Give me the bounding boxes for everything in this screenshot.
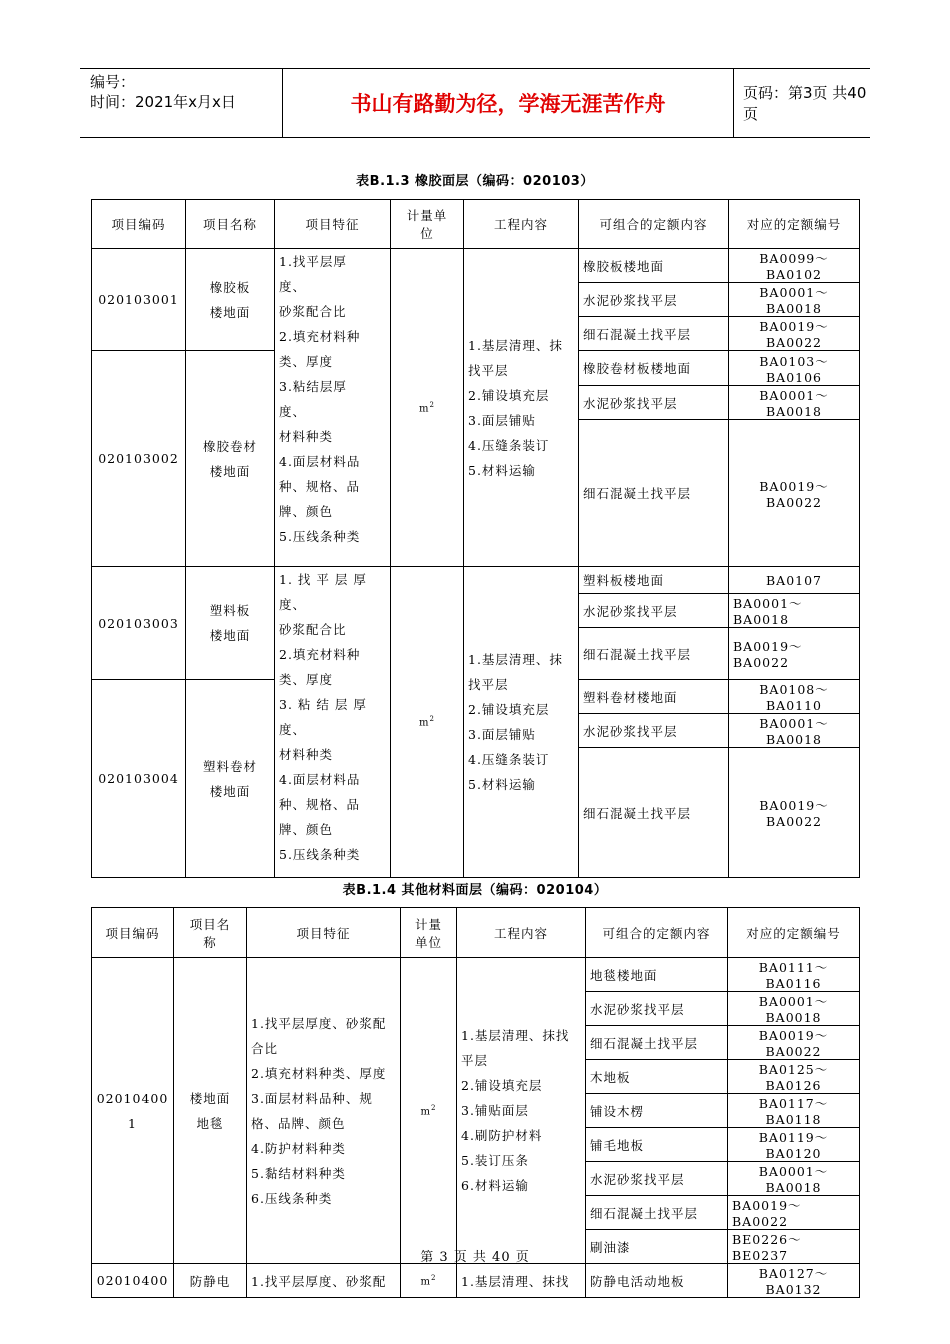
quota-name: 水泥砂浆找平层	[586, 1162, 728, 1196]
quota-code: BA0111～BA0116	[728, 958, 860, 992]
item-code: 020103003	[92, 567, 186, 680]
quota-name: 细石混凝土找平层	[579, 420, 729, 567]
quota-code: BA0127～BA0132	[728, 1264, 860, 1298]
number-label: 编号：	[90, 73, 136, 91]
col-header: 项目编码	[92, 200, 186, 249]
item-name: 橡胶板 楼地面	[186, 249, 275, 351]
header-page	[733, 69, 870, 137]
col-header: 项目名称	[174, 908, 247, 958]
col-header: 工程内容	[457, 908, 586, 958]
item-features: 1.找平层厚 度、 砂浆配合比 2.填充材料种 类、厚度 3.粘结层厚 度、 材料种类 4.面层材料品 种、规格、品 牌、颜色 5.压线条种类	[275, 249, 391, 567]
item-name: 橡胶卷材 楼地面	[186, 351, 275, 567]
quota-code: BE0226～BE0237	[728, 1230, 860, 1264]
quota-name: 塑料板楼地面	[579, 567, 729, 594]
table1-header-row	[92, 200, 860, 249]
page-footer: 第 3 页 共 40 页	[420, 1250, 530, 1265]
quota-name: 细石混凝土找平层	[586, 1196, 728, 1230]
quota-name: 橡胶卷材板楼地面	[579, 351, 729, 386]
quota-name: 水泥砂浆找平层	[586, 992, 728, 1026]
quota-code: BA0125～BA0126	[728, 1060, 860, 1094]
quota-name: 橡胶板楼地面	[579, 249, 729, 283]
col-header: 项目特征	[247, 908, 401, 958]
item-unit: $m^2$	[401, 958, 457, 1264]
quota-code: BA0001～BA0018	[729, 594, 860, 628]
item-work: 1.基层清理、抹找 平层 2.铺设填充层 3.铺贴面层 4.刷防护材料 5.装订压条 6.材料运输	[457, 958, 586, 1264]
quota-code: BA0019～BA0022	[729, 420, 860, 567]
document-header	[80, 68, 870, 138]
quota-code: BA0019～BA0022	[728, 1196, 860, 1230]
quota-name: 地毯楼地面	[586, 958, 728, 992]
table-row	[92, 567, 860, 594]
quota-name: 铺设木楞	[586, 1094, 728, 1128]
col-header: 可组合的定额内容	[579, 200, 729, 249]
header-meta	[80, 69, 282, 137]
quota-code: BA0103～BA0106	[729, 351, 860, 386]
quota-code: BA0117～BA0118	[728, 1094, 860, 1128]
quota-name: 细石混凝土找平层	[579, 317, 729, 351]
quota-name: 塑料卷材楼地面	[579, 680, 729, 714]
quota-code: BA0019～BA0022	[729, 628, 860, 680]
quota-code: BA0108～BA0110	[729, 680, 860, 714]
quota-name: 水泥砂浆找平层	[579, 283, 729, 317]
time-label: 时间：2021年x月x日	[90, 93, 236, 111]
col-header: 工程内容	[464, 200, 579, 249]
quota-code: BA0019～BA0022	[728, 1026, 860, 1060]
col-header: 可组合的定额内容	[586, 908, 728, 958]
quota-name: 水泥砂浆找平层	[579, 714, 729, 748]
col-header: 项目特征	[275, 200, 391, 249]
item-work: 1.基层清理、抹 找平层 2.铺设填充层 3.面层铺贴 4.压缝条装订 5.材料运输	[464, 249, 579, 567]
item-features: 1. 找 平 层 厚 度、 砂浆配合比 2.填充材料种 类、厚度 3. 粘 结 层 厚 度、 材料种类 4.面层材料品 种、规格、品 牌、颜色 5.压线条种类	[275, 567, 391, 878]
quota-name: 铺毛地板	[586, 1128, 728, 1162]
item-unit: $m^2$	[391, 249, 464, 567]
item-name: 楼地面 地毯	[174, 958, 247, 1264]
col-header: 项目编码	[92, 908, 174, 958]
item-unit: $m^2$	[401, 1264, 457, 1298]
col-header: 计量单位	[401, 908, 457, 958]
table-rubber-surface	[91, 199, 860, 878]
table1-caption: 表B.1.3 橡胶面层（编码：020103）	[356, 174, 594, 189]
col-header: 对应的定额编号	[729, 200, 860, 249]
item-name: 塑料卷材 楼地面	[186, 680, 275, 878]
quota-code: BA0119～BA0120	[728, 1128, 860, 1162]
table-other-surface	[91, 907, 860, 1298]
item-code: 02010400	[92, 1264, 174, 1298]
table-row	[92, 958, 860, 992]
item-name: 塑料板 楼地面	[186, 567, 275, 680]
item-code: 020103001	[92, 249, 186, 351]
quota-code: BA0001～BA0018	[728, 1162, 860, 1196]
quota-name: 水泥砂浆找平层	[579, 386, 729, 420]
quota-code: BA0099～BA0102	[729, 249, 860, 283]
item-name: 防静电	[174, 1264, 247, 1298]
quota-code: BA0019～BA0022	[729, 748, 860, 878]
item-features: 1.找平层厚度、砂浆配 合比 2.填充材料种类、厚度 3.面层材料品种、规 格、品牌、颜色 4.防护材料种类 5.黏结材料种类 6.压线条种类	[247, 958, 401, 1264]
item-features: 1.找平层厚度、砂浆配	[247, 1264, 401, 1298]
quota-name: 细石混凝土找平层	[586, 1026, 728, 1060]
quota-code: BA0001～BA0018	[728, 992, 860, 1026]
quota-name: 水泥砂浆找平层	[579, 594, 729, 628]
quota-code: BA0001～BA0018	[729, 714, 860, 748]
quota-name: 细石混凝土找平层	[579, 628, 729, 680]
quota-name: 防静电活动地板	[586, 1264, 728, 1298]
item-work: 1.基层清理、抹找	[457, 1264, 586, 1298]
table-row	[92, 249, 860, 283]
quota-name: 木地板	[586, 1060, 728, 1094]
item-code: 020103002	[92, 351, 186, 567]
quota-name: 细石混凝土找平层	[579, 748, 729, 878]
quota-code: BA0019～BA0022	[729, 317, 860, 351]
col-header: 计量单位	[391, 200, 464, 249]
col-header: 对应的定额编号	[728, 908, 860, 958]
header-motto: 书山有路勤为径，学海无涯苦作舟	[282, 69, 734, 137]
quota-code: BA0001～BA0018	[729, 283, 860, 317]
item-code: 02010400 1	[92, 958, 174, 1264]
table2-header-row	[92, 908, 860, 958]
page-label: 页码：第3页 共40页	[743, 84, 867, 123]
item-code: 020103004	[92, 680, 186, 878]
item-work: 1.基层清理、抹 找平层 2.铺设填充层 3.面层铺贴 4.压缝条装订 5.材料运输	[464, 567, 579, 878]
table-row	[92, 1264, 860, 1298]
quota-code: BA0001～BA0018	[729, 386, 860, 420]
table2-caption: 表B.1.4 其他材料面层（编码：020104）	[342, 883, 608, 898]
quota-name: 刷油漆	[586, 1230, 728, 1264]
col-header: 项目名称	[186, 200, 275, 249]
quota-code: BA0107	[729, 567, 860, 594]
item-unit: $m^2$	[391, 567, 464, 878]
